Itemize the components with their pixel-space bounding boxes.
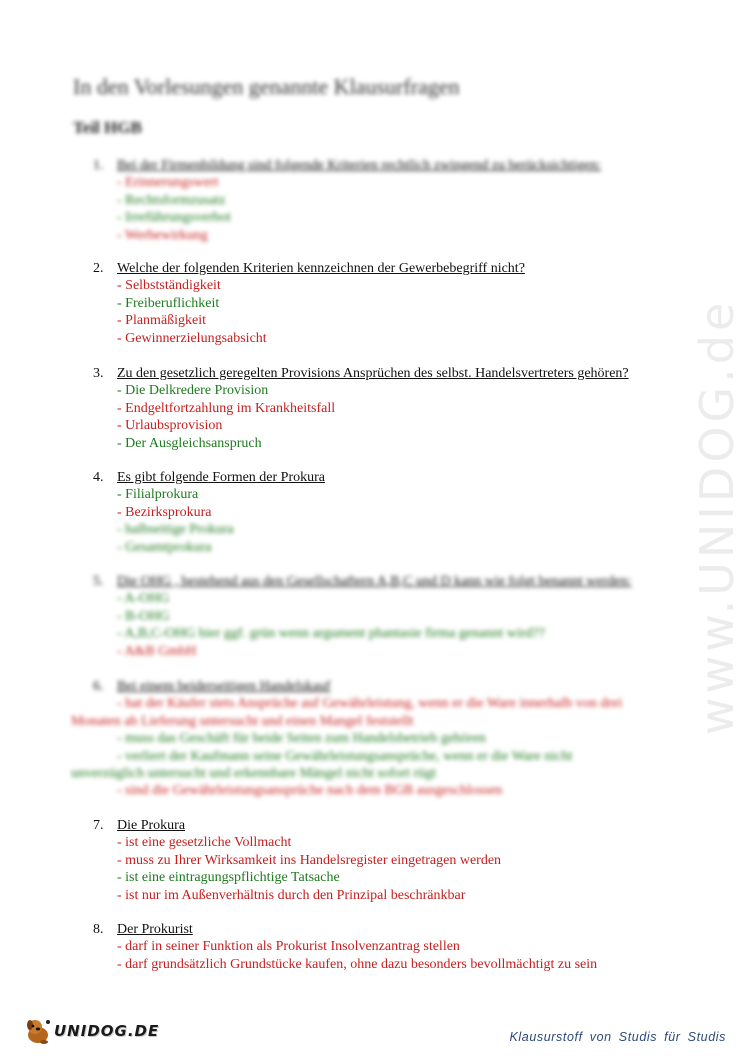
answer-option: - A&B GmbH [117,643,197,659]
question-number: 8. [93,922,104,937]
question-number: 6. [93,679,104,694]
answer-option: - A,B,C-OHG hier ggf. grün wenn argument phantasie firma genannt wird?? [117,626,545,642]
question-text: Bei einem beiderseitigen Handelskauf [117,679,331,694]
question-number: 7. [93,818,104,833]
question-text: Die OHG , bestehend aus den Gesellschaftern A,B,C und D kann wie folgt benannt werden: [117,574,632,589]
answer-option: - halbseitige Prokura [117,522,234,538]
answer-option: - hat der Käufer stets Ansprüche auf Gewährleistung, wenn er die Ware innerhalb von drei [117,696,623,712]
answer-option: - muss zu Ihrer Wirksamkeit ins Handelsregister eingetragen werden [117,852,502,868]
answer-option: - Rechtsformzusatz [117,192,226,208]
answer-option: - verliert der Kaufmann seine Gewährleistungsansprüche, wenn er die Ware nicht [117,748,573,764]
logo-text: UNIDOG.DE [54,1022,160,1040]
answer-option: - sind die Gewährleistungsansprüche nach dem BGB ausgeschlossen [117,783,503,799]
question-text: Welche der folgenden Kriterien kennzeichnen der Gewerbebegriff nicht? [117,261,525,276]
question-text: Der Prokurist [117,922,193,937]
question-number: 2. [93,261,104,276]
answer-option: - Selbstständigkeit [117,278,221,294]
answer-option: - Irreführungsverbot [117,210,231,226]
answer-option: - ist nur im Außenverhältnis durch den Prinzipal beschränkbar [117,887,466,903]
question-text: Es gibt folgende Formen der Prokura [117,470,326,485]
answer-option: - muss das Geschäft für beide Seiten zum Handelsbetrieb gehören [117,731,486,747]
answer-option: - A-OHG [117,591,170,607]
unidog-logo [22,1016,159,1046]
question-number: 5. [93,574,104,589]
answer-option: - Freiberuflichkeit [117,295,220,311]
answer-option: - Urlaubsprovision [117,418,223,434]
footer-text: Klausurstoff von Studis für Studis [509,1030,726,1044]
question-3 [93,365,683,452]
answer-option: - B-OHG [117,608,170,624]
answer-option: - Gewinnerzielungsabsicht [117,330,267,346]
answer-option: - Der Ausgleichsanspruch [117,435,262,451]
answer-option: - Endgeltfortzahlung im Krankheitsfall [117,400,336,416]
question-4 [93,469,683,556]
answer-option: - Planmäßigkeit [117,313,207,329]
answer-option: - Gesamtprokura [117,539,212,555]
question-5 [93,573,683,660]
answer-option: - Die Delkredere Provision [117,383,269,399]
question-1 [93,157,683,244]
question-number: 4. [93,470,104,485]
answer-option: - darf grundsätzlich Grundstücke kaufen, ohne dazu besonders bevollmächtigt zu sein [117,956,598,972]
answer-option: - Erinnerungswert [117,175,219,191]
answer-option: - Bezirksprokura [117,504,212,520]
answer-option: - Filialprokura [117,487,199,503]
question-text: Die Prokura [117,818,186,833]
question-number: 3. [93,366,104,381]
answer-continuation: unverzüglich untersucht und erkennbare Mängel nicht sofort rügt [71,766,437,782]
section-title: Teil HGB [73,118,142,137]
question-6 [71,678,693,800]
question-7 [93,817,683,904]
watermark: www.UNIDOG.de [690,298,744,735]
answer-option: - Werbewirkung [117,227,208,243]
answer-option: - ist eine eintragungspflichtige Tatsache [117,870,340,886]
page-title: In den Vorlesungen genannte Klausurfragen [73,74,460,99]
question-number: 1. [93,158,104,173]
answer-continuation: Monaten ab Lieferung untersucht und einen Mangel feststellt [71,713,414,729]
question-2 [93,260,683,347]
question-text: Bei der Firmenbildung sind folgende Kriterien rechtlich zwingend zu berücksichtigen: [117,158,602,173]
question-8 [93,921,683,973]
answer-option: - darf in seiner Funktion als Prokurist Insolvenzantrag stellen [117,939,460,955]
question-text: Zu den gesetzlich geregelten Provisions Ansprüchen des selbst. Handelsvertreters gehören? [117,366,629,381]
dog-icon [22,1016,52,1046]
answer-option: - ist eine gesetzliche Vollmacht [117,835,292,851]
